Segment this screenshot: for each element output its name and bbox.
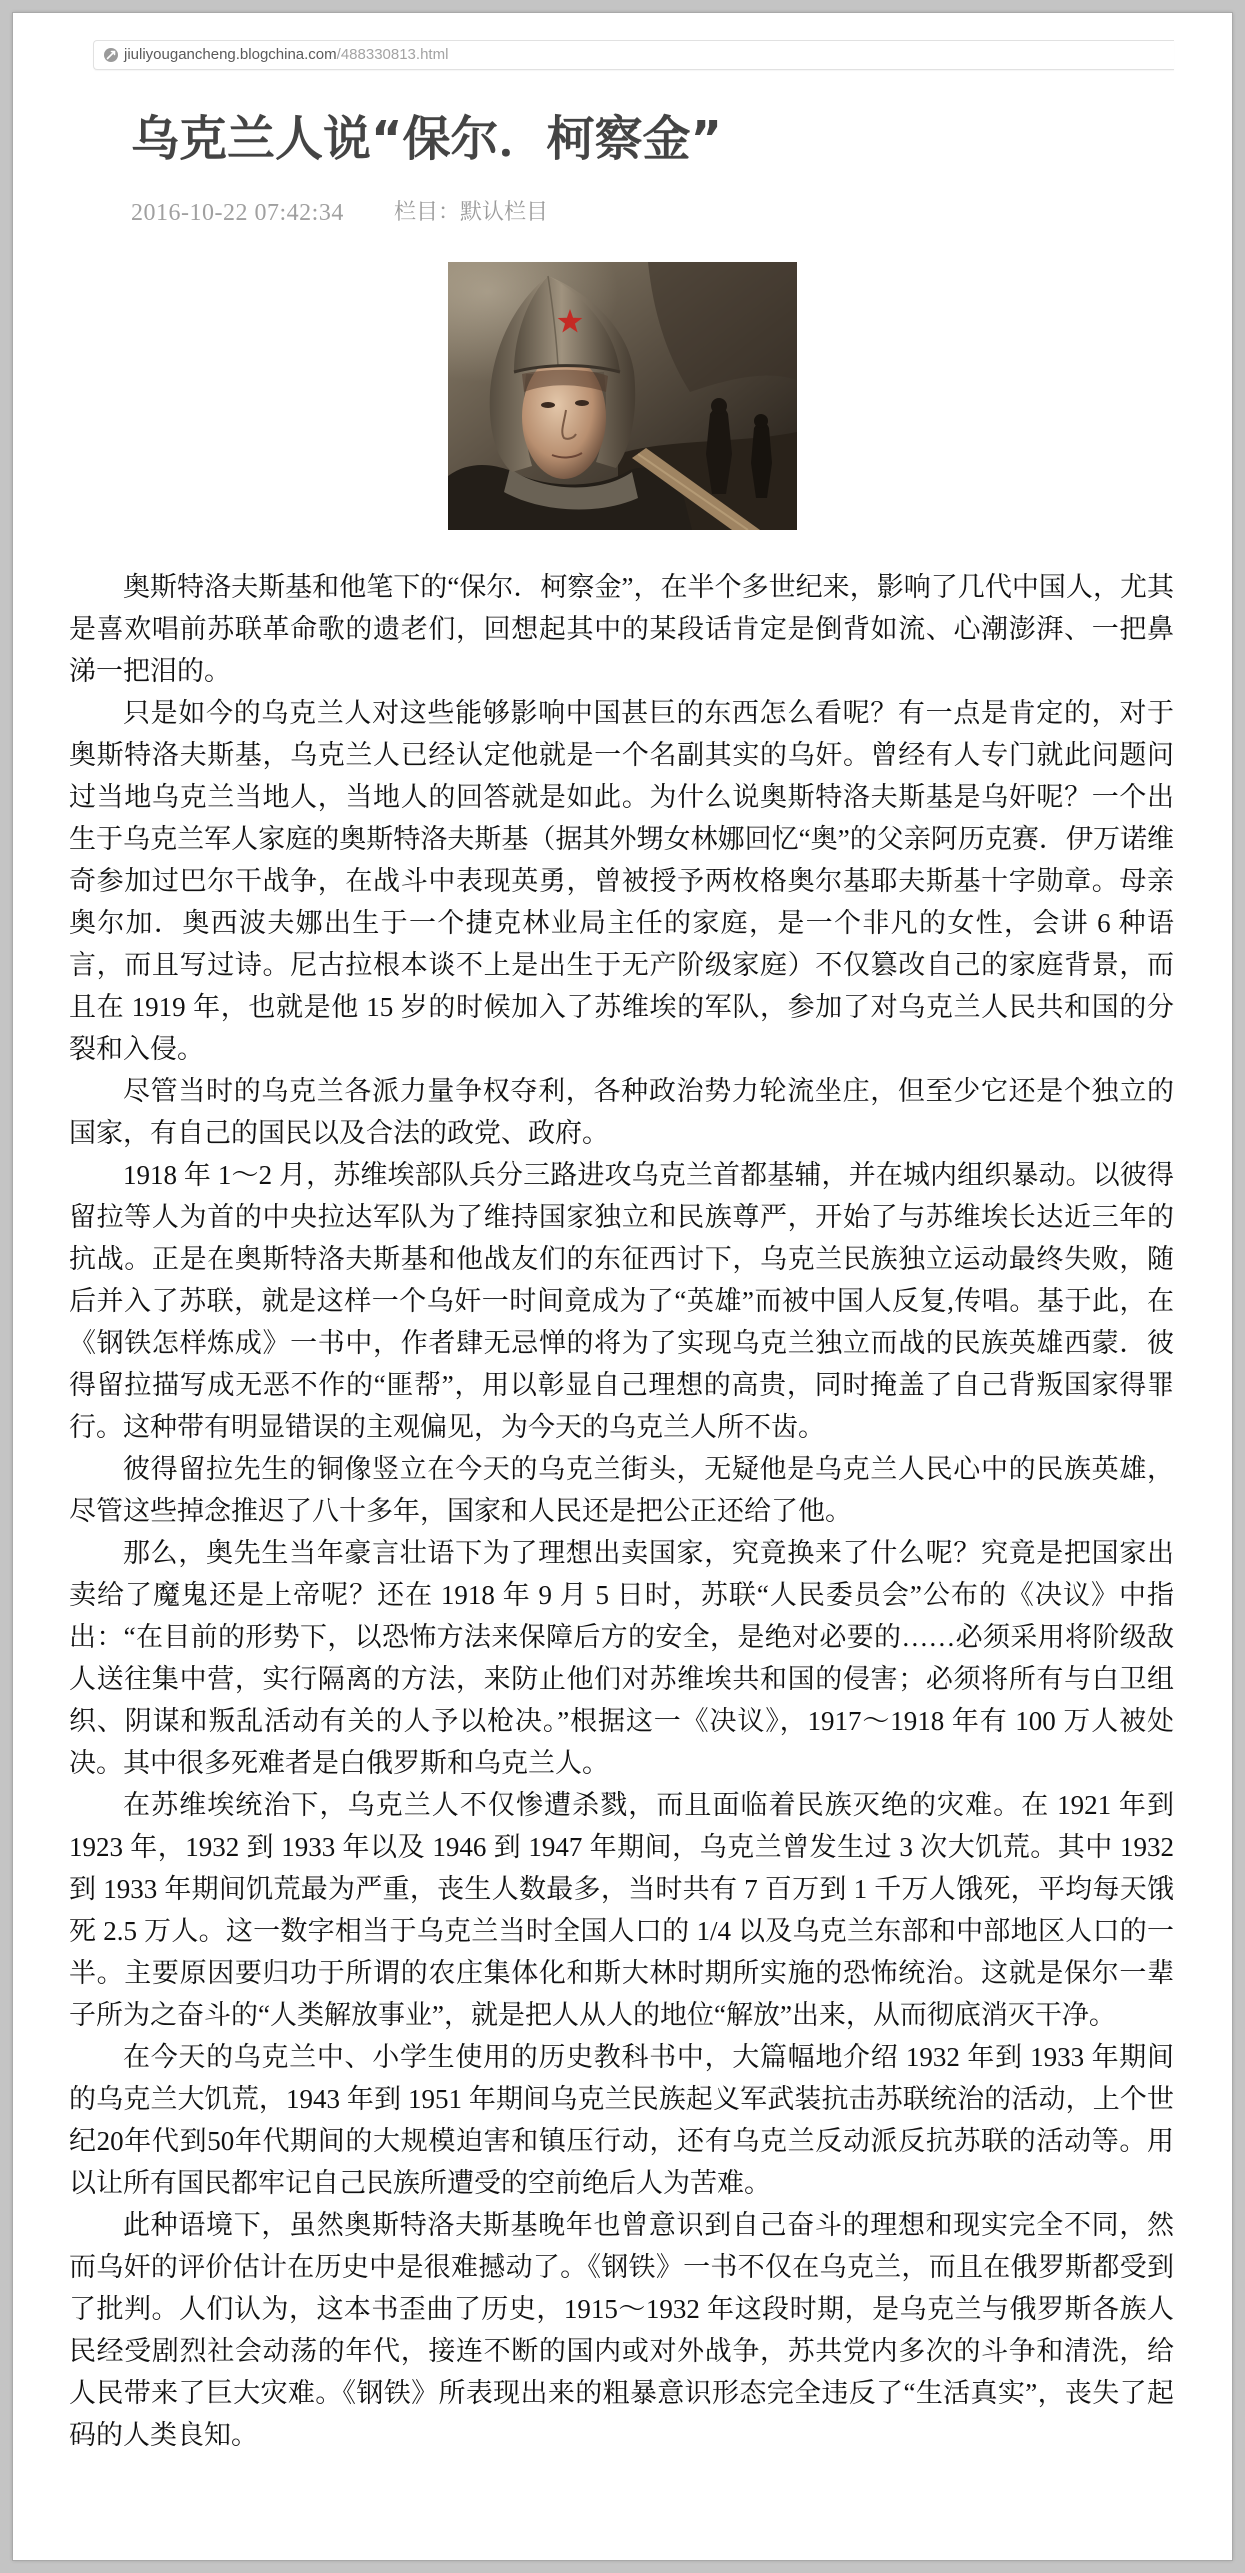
category	[394, 199, 548, 227]
article-page	[13, 13, 1232, 2560]
article-paragraph: 尽管当时的乌克兰各派力量争权夺利，各种政治势力轮流坐庄，但至少它还是个独立的国家，有自己的国民以及合法的政党、政府。	[69, 1076, 1174, 1148]
address-url[interactable]	[124, 41, 448, 69]
article-paragraph: 那么，奥先生当年豪言壮语下为了理想出卖国家，究竟换来了什么呢？究竟是把国家出卖给了魔鬼还是上帝呢？还在 1918 年 9 月 5 日时，苏联“人民委员会”公布的《决议》中指出：“在目前的形势下，以恐怖方法来保障后方的安全，是绝对必要的……必须采用将阶级敌人送往集中营，实行隔离的方法，来防止他们对苏维埃共和国的侵害；必须将所有与白卫组织、阴谋和叛乱活动有关的人予以枪决。”根据这一《决议》，1917～1918 年有 100 万人被处决。其中很多死难者是白俄罗斯和乌克兰人。	[69, 1538, 1174, 1778]
article-paragraph: 此种语境下，虽然奥斯特洛夫斯基晚年也曾意识到自己奋斗的理想和现实完全不同，然而乌奸的评价估计在历史中是很难撼动了。《钢铁》一书不仅在乌克兰，而且在俄罗斯都受到了批判。人们认为，这本书歪曲了历史，1915～1932 年这段时期，是乌克兰与俄罗斯各族人民经受剧烈社会动荡的年代，接连不断的国内或对外战争，苏共党内多次的斗争和清洗，给人民带来了巨大灾难。《钢铁》所表现出来的粗暴意识形态完全违反了“生活真实”，丧失了起码的人类良知。	[69, 2210, 1174, 2450]
article-paragraph: 奥斯特洛夫斯基和他笔下的“保尔．柯察金”，在半个多世纪来，影响了几代中国人，尤其是喜欢唱前苏联革命歌的遗老们，回想起其中的某段话肯定是倒背如流、心潮澎湃、一把鼻涕一把泪的。	[69, 572, 1174, 686]
address-domain: jiuliyougancheng.blogchina.com	[124, 46, 337, 63]
article-paragraph: 在今天的乌克兰中、小学生使用的历史教科书中，大篇幅地介绍 1932 年到 1933 年期间的乌克兰大饥荒，1943 年到 1951 年期间乌克兰民族起义军武装抗击苏联统治的活动，上个世纪20年代到50年代期间的大规模迫害和镇压行动，还有乌克兰反动派反抗苏联的活动等。用以让所有国民都牢记自己民族所遭受的空前绝后人为苦难。	[69, 2042, 1174, 2198]
article-paragraph: 彼得留拉先生的铜像竖立在今天的乌克兰街头，无疑他是乌克兰人民心中的民族英雄，尽管这些掉念推迟了八十多年，国家和人民还是把公正还给了他。	[69, 1454, 1174, 1526]
site-icon	[103, 47, 119, 63]
article-paragraph: 在苏维埃统治下，乌克兰人不仅惨遭杀戮，而且面临着民族灭绝的灾难。在 1921 年到 1923 年，1932 到 1933 年以及 1946 到 1947 年期间，乌克兰曾发生过 3 次大饥荒。其中 1932 到 1933 年期间饥荒最为严重，丧生人数最多，当时共有 7 百万到 1 千万人饿死，平均每天饿死 2.5 万人。这一数字相当于乌克兰当时全国人口的 1/4 以及乌克兰东部和中部地区人口的一半。主要原因要归功于所谓的农庄集体化和斯大林时期所实施的恐怖统治。这就是保尔一辈子所为之奋斗的“人类解放事业”，就是把人从人的地位“解放”出来，从而彻底消灭干净。	[69, 1790, 1174, 2030]
category-link[interactable]: 默认栏目	[460, 200, 549, 225]
address-bar[interactable]	[93, 40, 1174, 70]
article-photo	[448, 262, 797, 530]
article-body	[69, 566, 1174, 2456]
article-paragraph: 1918 年 1～2 月，苏维埃部队兵分三路进攻乌克兰首都基辅，并在城内组织暴动。以彼得留拉等人为首的中央拉达军队为了维持国家独立和民族尊严，开始了与苏维埃长达近三年的抗战。正是在奥斯特洛夫斯基和他战友们的东征西讨下，乌克兰民族独立运动最终失败，随后并入了苏联，就是这样一个乌奸一时间竟成为了“英雄”而被中国人反复,传唱。基于此，在《钢铁怎样炼成》一书中，作者肆无忌惮的将为了实现乌克兰独立而战的民族英雄西蒙．彼得留拉描写成无恶不作的“匪帮”，用以彰显自己理想的高贵，同时掩盖了自己背叛国家得罪行。这种带有明显错误的主观偏见，为今天的乌克兰人所不齿。	[69, 1160, 1174, 1442]
category-label: 栏目：	[394, 200, 461, 225]
publish-date: 2016-10-22 07:42:34	[131, 200, 344, 226]
article-title: 乌克兰人说“保尔．柯察金”	[131, 111, 723, 167]
address-path: /488330813.html	[336, 46, 449, 63]
article-paragraph: 只是如今的乌克兰人对这些能够影响中国甚巨的东西怎么看呢？有一点是肯定的，对于奥斯特洛夫斯基，乌克兰人已经认定他就是一个名副其实的乌奸。曾经有人专门就此问题问过当地乌克兰当地人，当地人的回答就是如此。为什么说奥斯特洛夫斯基是乌奸呢？一个出生于乌克兰军人家庭的奥斯特洛夫斯基（据其外甥女林娜回忆“奥”的父亲阿历克赛．伊万诺维奇参加过巴尔干战争，在战斗中表现英勇，曾被授予两枚格奥尔基耶夫斯基十字勋章。母亲奥尔加．奥西波夫娜出生于一个捷克林业局主任的家庭，是一个非凡的女性，会讲 6 种语言，而且写过诗。尼古拉根本谈不上是出生于无产阶级家庭）不仅篡改自己的家庭背景，而且在 1919 年，也就是他 15 岁的时候加入了苏维埃的军队，参加了对乌克兰人民共和国的分裂和入侵。	[69, 698, 1174, 1064]
